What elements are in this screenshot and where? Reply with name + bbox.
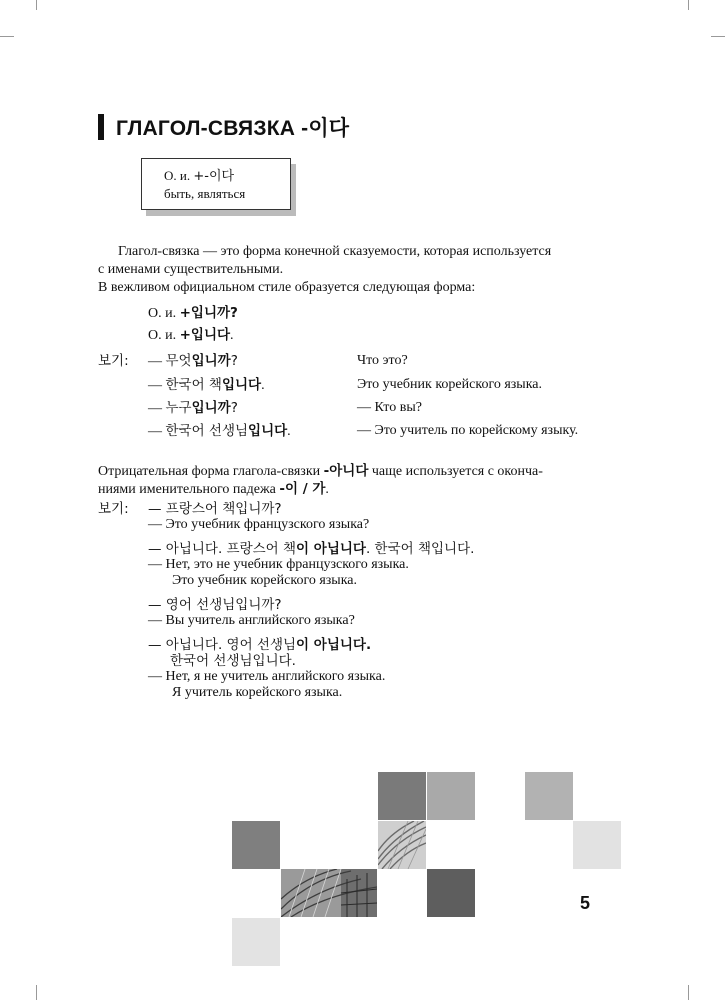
formula-line-1 <box>164 167 290 185</box>
dialog-question-korean: — 영어 선생님입니까? <box>148 597 282 613</box>
mosaic-tile <box>232 821 280 869</box>
dialog-question-korean: — 프랑스어 책입니까? <box>148 501 282 517</box>
example-row-korean: — 무엇입니까? <box>148 353 238 369</box>
intro-line-3: В вежливом официальном стиле образуется следующая форма: <box>98 280 476 295</box>
architecture-photo-image <box>378 821 426 869</box>
negative-line-1: Отрицательная форма глагола-связки -아니다 чаще используется с оконча- <box>98 463 543 479</box>
architecture-photo-tile <box>378 821 426 869</box>
dialog-answer-russian: — Нет, я не учитель английского языка. <box>148 669 386 684</box>
dialog-answer-russian: Это учебник корейского языка. <box>172 573 358 588</box>
example-row-russian: Что это? <box>357 353 408 368</box>
formula-box <box>141 158 291 210</box>
example-row-russian: — Кто вы? <box>357 400 422 415</box>
example-row-russian: Это учебник корейского языка. <box>357 377 543 392</box>
dialog-answer-russian: Я учитель корейского языка. <box>172 685 343 700</box>
crop-mark <box>688 0 689 10</box>
page-number: 5 <box>580 893 591 913</box>
formula-prefix: О. и. <box>164 168 194 183</box>
formula-line-2: быть, являться <box>164 186 246 201</box>
crop-mark <box>688 985 689 1000</box>
dialog-answer-russian: — Нет, это не учебник французского языка. <box>148 557 409 572</box>
crop-mark <box>0 36 14 37</box>
architecture-photo-image <box>281 869 377 917</box>
example-row-korean: — 한국어 선생님입니다. <box>148 423 291 439</box>
form-statement: О. и. +입니다. <box>148 327 234 343</box>
mosaic-tile <box>427 869 475 917</box>
dialog-answer-korean: 한국어 선생님입니다. <box>170 653 296 669</box>
heading-bar <box>98 114 104 140</box>
crop-mark <box>36 985 37 1000</box>
architecture-photo-strip <box>281 869 377 917</box>
mosaic-tile <box>427 772 475 820</box>
dialog-answer-korean: — 아닙니다. 프랑스어 책이 아닙니다. 한국어 책입니다. <box>148 541 475 557</box>
example-row-russian: — Это учитель по корейскому языку. <box>357 423 579 438</box>
examples-label: 보기: <box>98 501 129 517</box>
mosaic-tile <box>525 772 573 820</box>
heading-title: ГЛАГОЛ-СВЯЗКА -이다 <box>116 117 350 140</box>
mosaic-tile <box>573 821 621 869</box>
example-row-korean: — 한국어 책입니다. <box>148 377 265 393</box>
dialog-answer-korean: — 아닙니다. 영어 선생님이 아닙니다. <box>148 637 372 653</box>
negative-line-2: ниями именительного падежа -이 / 가. <box>98 481 329 497</box>
examples-label: 보기: <box>98 353 129 369</box>
crop-mark <box>36 0 37 10</box>
form-question: О. и. +입니까? <box>148 305 238 321</box>
crop-mark <box>711 36 725 37</box>
intro-line-2: с именами существительными. <box>98 262 284 277</box>
dialog-question-russian: — Это учебник французского языка? <box>148 517 370 532</box>
example-row-korean: — 누구입니까? <box>148 400 238 416</box>
dialog-question-russian: — Вы учитель английского языка? <box>148 613 355 628</box>
mosaic-tile <box>378 772 426 820</box>
intro-line-1: Глагол-связка — это форма конечной сказуемости, которая используется <box>118 244 552 259</box>
section-heading <box>98 113 349 141</box>
mosaic-tile <box>232 918 280 966</box>
formula-ending: +-이다 <box>193 169 235 184</box>
